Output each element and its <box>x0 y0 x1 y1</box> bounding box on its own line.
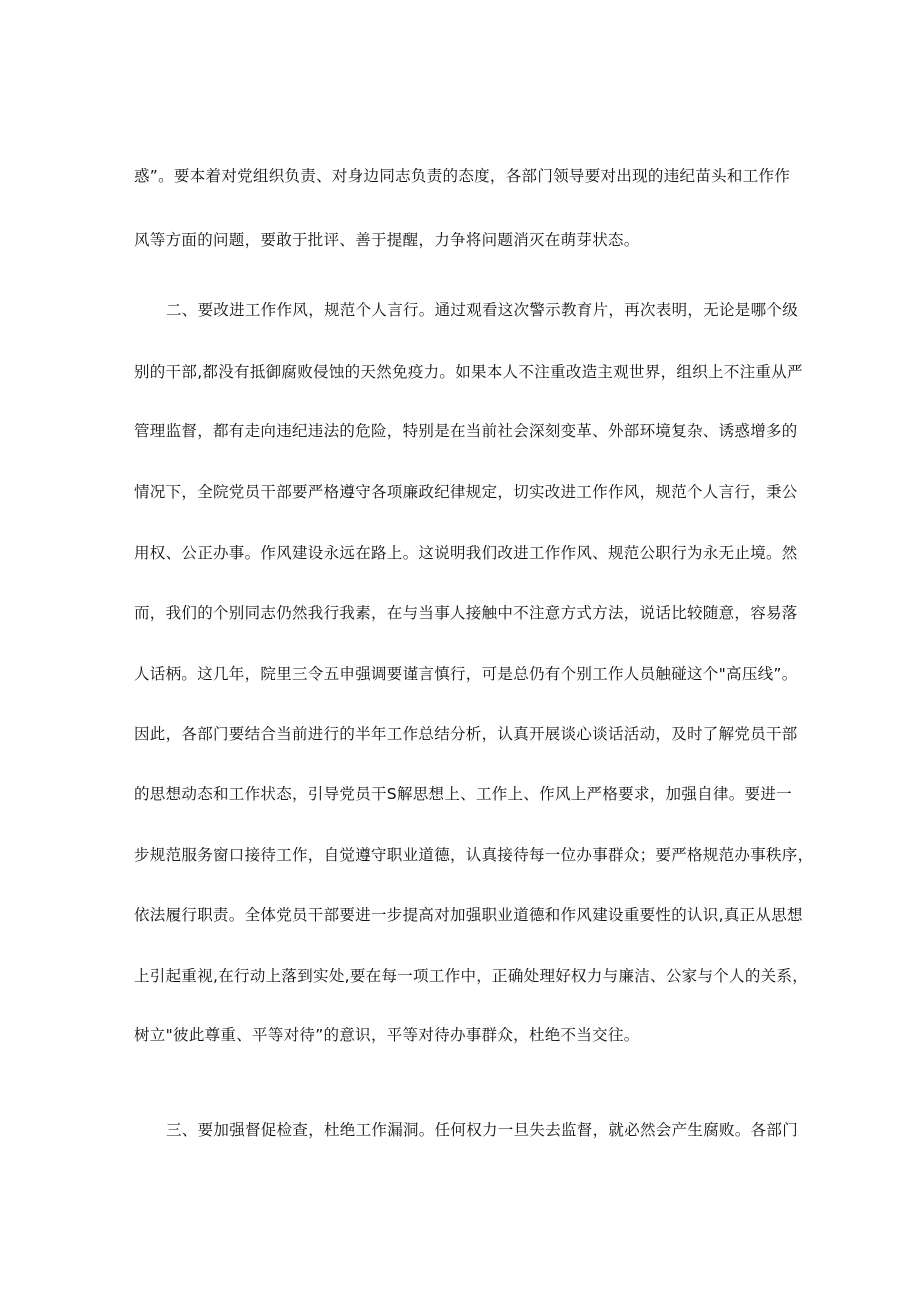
text-line: 风等方面的问题，要敢于批评、善于提醒，力争将问题消灭在萌芽状态。 <box>134 231 640 249</box>
text-line: 树立"彼此尊重、平等对待”的意识，平等对待办事群众，杜绝不当交往。 <box>134 1026 640 1044</box>
text-line: 的思想动态和工作状态，引导党员干S解思想上、工作上、作风上严格要求，加强自律。要进一 <box>134 785 792 803</box>
text-line: 别的干部,都没有抵御腐败侵蚀的天然免疫力。如果本人不注重改造主观世界，组织上不注重从严 <box>134 363 803 381</box>
text-line: 三、要加强督促检查，杜绝工作漏洞。任何权力一旦失去监督，就必然会产生腐败。各部门 <box>166 1121 799 1139</box>
text-line: 人话柄。这几年，院里三令五申强调要谨言慎行，可是总仍有个别工作人员触碰这个"高压线”。 <box>134 665 798 683</box>
text-line: 依法履行职责。全体党员干部要进一步提高对加强职业道德和作风建设重要性的认识,真正从思想 <box>134 906 803 924</box>
text-line: 用权、公正办事。作风建设永远在路上。这说明我们改进工作作风、规范公职行为永无止境。然 <box>134 544 798 562</box>
text-line: 管理监督，都有走向违纪违法的危险，特别是在当前社会深刻变革、外部环境复杂、诱惑增多的 <box>134 422 798 440</box>
text-line: 因此，各部门要结合当前进行的半年工作总结分析，认真开展谈心谈话活动，及时了解党员干部 <box>134 725 798 743</box>
text-line: 惑”。要本着对党组织负责、对身边同志负责的态度，各部门领导要对出现的违纪苗头和工作作 <box>134 167 791 185</box>
text-line: 二、要改进工作作风，规范个人言行。通过观看这次警示教育片，再次表明，无论是哪个级 <box>166 301 799 319</box>
text-line: 而，我们的个别同志仍然我行我素，在与当事人接触中不注意方式方法，说话比较随意，容易落 <box>134 604 798 622</box>
text-line: 情况下，全院党员干部要严格遵守各项廉政纪律规定，切实改进工作作风，规范个人言行，秉公 <box>134 483 798 501</box>
text-line: 上引起重视,在行动上落到实处,要在每一项工作中，正确处理好权力与廉洁、公家与个人的关系， <box>134 967 809 985</box>
text-line: 步规范服务窗口接待工作，自觉遵守职业道德，认真接待每一位办事群众；要严格规范办事秩序， <box>134 846 814 864</box>
